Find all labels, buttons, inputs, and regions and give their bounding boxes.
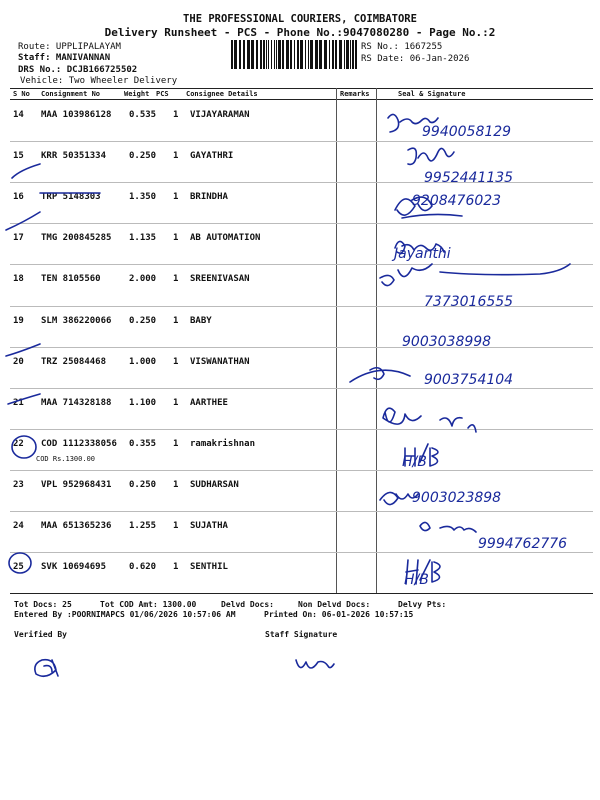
tick-row-16 xyxy=(12,164,40,178)
hw-hb-22: H/B xyxy=(402,454,427,470)
row-sno: 19 xyxy=(13,315,24,326)
row-consignee: AARTHEE xyxy=(190,397,228,408)
row-weight: 2.000 xyxy=(129,274,157,285)
hw-hb-25: H/B xyxy=(404,572,429,588)
signature-row-20 xyxy=(350,368,410,382)
barcode-bar xyxy=(305,40,306,69)
row-weight: 0.250 xyxy=(129,315,157,326)
row-consignee: GAYATHRI xyxy=(190,151,234,162)
row-weight: 0.620 xyxy=(129,562,157,573)
row-weight: 1.350 xyxy=(129,192,157,203)
barcode-bar xyxy=(346,40,349,69)
row-divider xyxy=(10,347,593,348)
row-consignment-no: VPL 952968431 xyxy=(41,479,112,490)
row-consignee: AB AUTOMATION xyxy=(190,233,261,244)
printed-on: Printed On: 06-01-2026 10:57:15 xyxy=(264,610,414,619)
rs-number: RS No.: 1667255 xyxy=(361,42,443,52)
rs-date: RS Date: 06-Jan-2026 xyxy=(361,54,470,64)
row-pcs: 1 xyxy=(173,233,179,244)
non-delivered-docs: Non Delvd Docs: xyxy=(298,600,371,609)
table-bottom-border xyxy=(10,593,593,594)
row-pcs: 1 xyxy=(173,274,179,285)
barcode-bar xyxy=(332,40,334,69)
row-weight: 1.255 xyxy=(129,521,157,531)
barcode-bar xyxy=(300,40,303,69)
staff-signature-label: Staff Signature xyxy=(265,630,338,639)
row-pcs: 1 xyxy=(173,397,179,408)
barcode-bar xyxy=(355,40,357,69)
barcode-bar xyxy=(274,40,275,69)
row-divider xyxy=(10,470,593,471)
signature-row-15 xyxy=(408,148,454,164)
row-consignee: SENTHIL xyxy=(190,562,228,573)
col-header-consignment: Consignment No xyxy=(41,90,101,98)
row-divider xyxy=(10,306,593,307)
row-pcs: 1 xyxy=(173,151,179,162)
row-sno: 21 xyxy=(13,397,24,408)
row-consignment-no: KRR 50351334 xyxy=(41,151,107,162)
row-weight: 0.250 xyxy=(129,151,157,162)
total-docs: Tot Docs: 25 xyxy=(14,600,72,609)
row-consignee: ramakrishnan xyxy=(190,438,256,449)
row-sno: 22 xyxy=(13,438,24,449)
row-pcs: 1 xyxy=(173,438,179,449)
signature-row-24 xyxy=(420,522,476,532)
row-consignee: SUJATHA xyxy=(190,521,228,531)
row-sno: 17 xyxy=(13,233,24,244)
col-header-pcs: PCS xyxy=(156,90,169,98)
row-divider xyxy=(10,511,593,512)
row-pcs: 1 xyxy=(173,479,179,490)
barcode-bar xyxy=(290,40,292,69)
barcode-bar xyxy=(251,40,254,69)
signature-row-18 xyxy=(380,264,570,286)
barcode-bar xyxy=(282,40,284,69)
barcode-bar xyxy=(231,40,233,69)
col-header-seal: Seal & Signature xyxy=(398,90,466,98)
staff-signature-mark xyxy=(296,660,334,668)
col-header-consignee: Consignee Details xyxy=(186,90,258,98)
row-consignment-no: TRP 5148303 xyxy=(41,192,101,203)
hw-phone-23: 9003023898 xyxy=(412,490,502,506)
tick-row-20 xyxy=(6,344,40,356)
company-title: THE PROFESSIONAL COURIERS, COIMBATORE xyxy=(183,13,417,25)
staff-label: Staff: MANIVANNAN xyxy=(18,53,111,63)
col-header-weight: Weight xyxy=(124,90,150,98)
col-header-remarks: Remarks xyxy=(340,90,370,98)
barcode-bar xyxy=(339,40,342,69)
row-sno: 23 xyxy=(13,479,24,490)
row-sno: 25 xyxy=(13,562,24,573)
row-consignee: SUDHARSAN xyxy=(190,479,239,490)
row-pcs: 1 xyxy=(173,521,179,531)
hw-name-17: Jayanthi xyxy=(394,246,451,262)
hw-phone-15: 9952441135 xyxy=(424,170,514,186)
barcode-bar xyxy=(335,40,337,69)
barcode-bar xyxy=(263,40,265,69)
verified-signature xyxy=(35,660,58,677)
barcode-bar xyxy=(286,40,289,69)
row-weight: 0.250 xyxy=(129,479,157,490)
row-consignment-no: TMG 200845285 xyxy=(41,233,112,244)
barcode-bar xyxy=(344,40,345,69)
row-pcs: 1 xyxy=(173,192,179,203)
barcode-bar xyxy=(271,40,272,69)
row-pcs: 1 xyxy=(173,315,179,326)
hw-phone-14: 9940058129 xyxy=(422,124,512,140)
row-consignee: BABY xyxy=(190,315,212,326)
row-divider xyxy=(10,182,593,183)
barcode-bar xyxy=(352,40,354,69)
row-divider xyxy=(10,141,593,142)
row-sno: 18 xyxy=(13,274,24,285)
barcode-bar xyxy=(247,40,250,69)
row-divider xyxy=(10,552,593,553)
barcode-bar xyxy=(239,40,241,69)
row-sno: 16 xyxy=(13,192,24,203)
row-consignment-no: MAA 103986128 xyxy=(41,110,112,120)
runsheet-title: Delivery Runsheet - PCS - Phone No.:9047080280 - Page No.:2 xyxy=(104,26,496,39)
row-consignment-no: COD 1112338056 xyxy=(41,438,117,449)
signature-row-22 xyxy=(405,444,438,466)
row-pcs: 1 xyxy=(173,562,179,573)
row-consignment-no: SVK 10694695 xyxy=(41,562,107,573)
row-weight: 0.535 xyxy=(129,110,157,120)
hw-phone-24: 9994762776 xyxy=(478,536,568,552)
row-pcs: 1 xyxy=(173,110,179,120)
row-cod-note: COD Rs.1300.00 xyxy=(36,454,96,463)
row-divider xyxy=(10,264,593,265)
row-consignment-no: MAA 651365236 xyxy=(41,521,112,531)
delivered-docs: Delvd Docs: xyxy=(221,600,274,609)
barcode-bar xyxy=(294,40,295,69)
row-consignee: SREENIVASAN xyxy=(190,274,250,285)
verified-by-label: Verified By xyxy=(14,630,67,639)
row-consignment-no: SLM 386220066 xyxy=(41,315,112,326)
row-divider xyxy=(10,429,593,430)
row-weight: 0.355 xyxy=(129,438,157,449)
hw-phone-20a: 9003038998 xyxy=(402,334,492,350)
hw-phone-18: 7373016555 xyxy=(424,294,514,310)
row-divider xyxy=(10,223,593,224)
barcode-bar xyxy=(243,40,245,69)
row-consignee: BRINDHA xyxy=(190,192,228,203)
hw-phone-20b: 9003754104 xyxy=(424,372,514,388)
row-divider xyxy=(10,388,593,389)
row-sno: 15 xyxy=(13,151,24,162)
total-cod-amount: Tot COD Amt: 1300.00 xyxy=(100,600,197,609)
barcode-bar xyxy=(260,40,262,69)
route-label: Route: UPPLIPALAYAM xyxy=(18,42,121,52)
barcode-bar xyxy=(329,40,330,69)
row-consignment-no: MAA 714328188 xyxy=(41,397,112,408)
signature-row-16 xyxy=(395,197,462,218)
barcode-bar xyxy=(256,40,258,69)
col-header-sno: S No xyxy=(13,90,30,98)
barcode-bar xyxy=(310,40,313,69)
signature-row-17 xyxy=(395,241,444,253)
barcode-bar xyxy=(297,40,299,69)
barcode-bar xyxy=(308,40,309,69)
signature-row-14 xyxy=(388,114,438,132)
barcode-bar xyxy=(268,40,269,69)
delivery-points: Delvy Pts: xyxy=(398,600,447,609)
barcode-bar xyxy=(350,40,351,69)
table-header-border xyxy=(10,99,593,100)
tick-row-17 xyxy=(6,212,40,230)
vehicle-label: Vehicle: Two Wheeler Delivery xyxy=(20,76,178,86)
signature-row-23 xyxy=(380,492,418,504)
barcode-bar xyxy=(266,40,267,69)
barcode xyxy=(231,40,357,69)
barcode-bar xyxy=(324,40,327,69)
column-divider-seal xyxy=(376,88,377,593)
row-weight: 1.100 xyxy=(129,397,157,408)
row-consignee: VIJAYARAMAN xyxy=(190,110,250,120)
drs-number: DRS No.: DCJB166725502 xyxy=(18,65,138,75)
row-consignment-no: TRZ 25084468 xyxy=(41,356,107,367)
row-pcs: 1 xyxy=(173,356,179,367)
entered-by: Entered By :POORNIMAPCS 01/06/2026 10:57:06 AM xyxy=(14,610,236,619)
row-sno: 14 xyxy=(13,110,24,120)
row-weight: 1.135 xyxy=(129,233,157,244)
barcode-bar xyxy=(234,40,237,69)
hw-phone-16: 9208476023 xyxy=(412,193,502,209)
barcode-bar xyxy=(319,40,322,69)
row-sno: 20 xyxy=(13,356,24,367)
table-top-border xyxy=(10,88,593,89)
row-weight: 1.000 xyxy=(129,356,157,367)
column-divider-remarks xyxy=(336,88,337,593)
barcode-bar xyxy=(276,40,277,69)
barcode-bar xyxy=(278,40,281,69)
row-sno: 24 xyxy=(13,521,24,531)
barcode-bar xyxy=(315,40,318,69)
row-consignment-no: TEN 8105560 xyxy=(41,274,101,285)
signature-row-25 xyxy=(406,560,440,584)
row-consignee: VISWANATHAN xyxy=(190,356,250,367)
